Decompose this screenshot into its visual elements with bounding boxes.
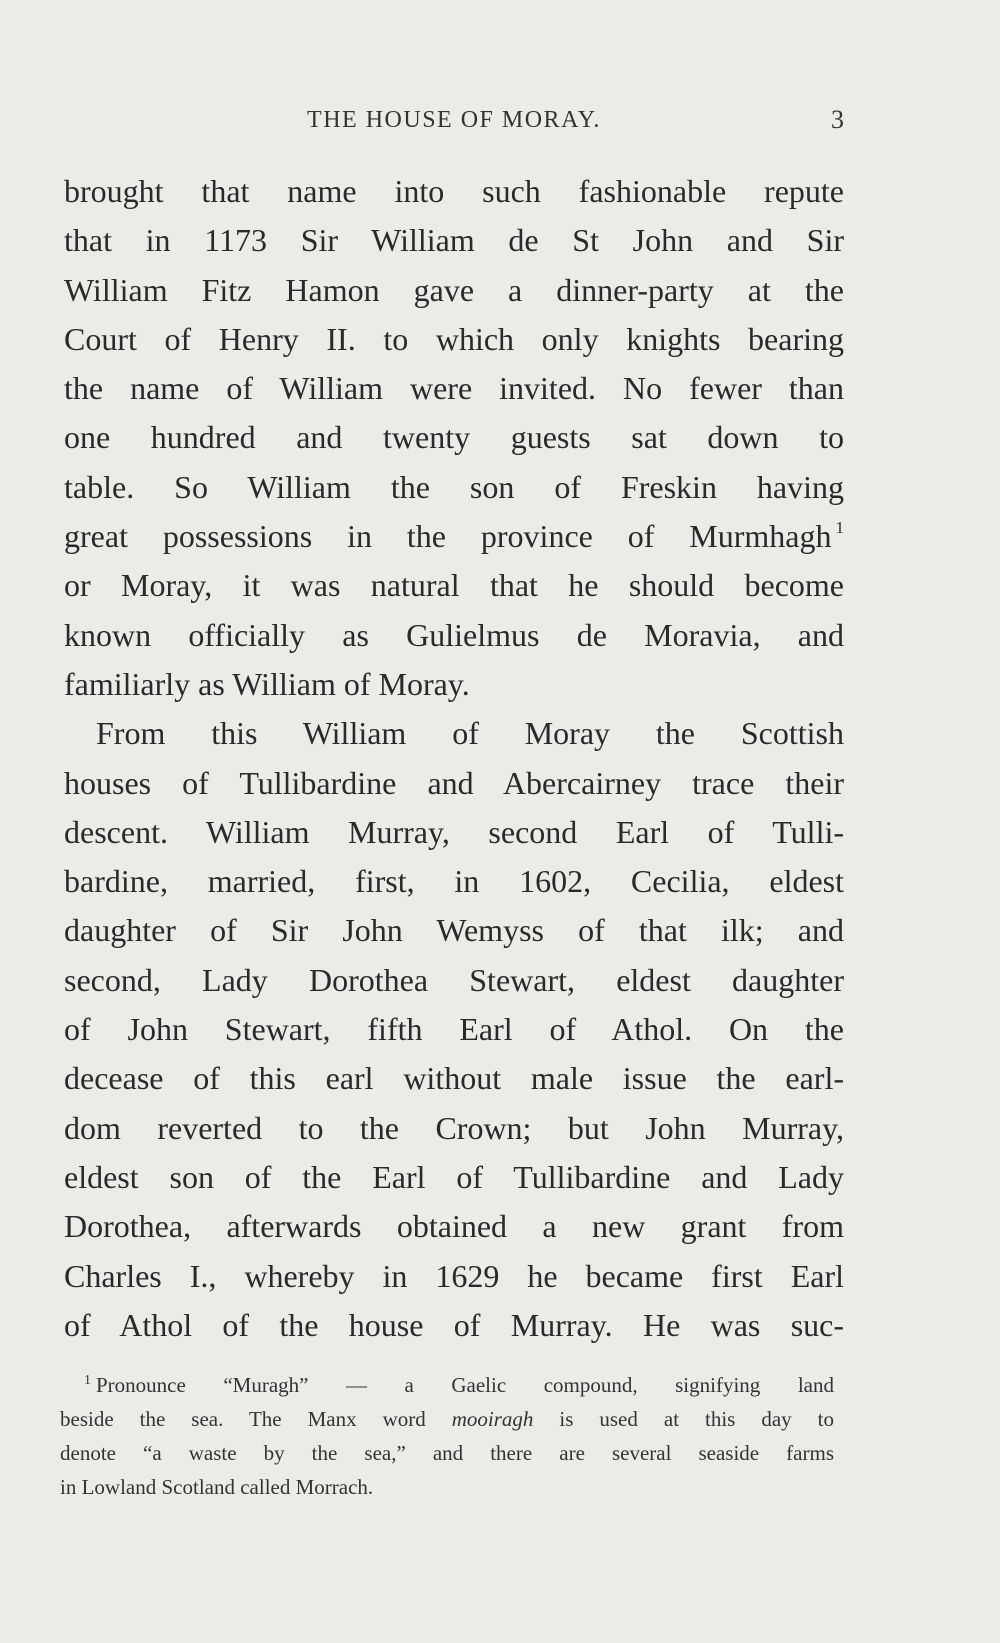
text-line: brought that name into such fashionable repute [64,173,844,209]
footnote-marker: 1 [84,1373,91,1388]
footnote-line: in Lowland Scotland called Morrach. [60,1475,374,1499]
text-line: of Athol of the house of Murray. He was suc- [64,1306,844,1343]
text-line: From this William of Moray the Scottish [96,715,844,752]
text-line: Dorothea, afterwards obtained a new grant from [64,1208,844,1245]
running-head [64,104,844,136]
text-line: Court of Henry II. to which only knights bearing [64,320,844,357]
text-line: descent. William Murray, second Earl of Tulli- [64,813,844,850]
text-line: decease of this earl without male issue the earl- [64,1060,844,1097]
text-line: or Moray, it was natural that he should become [64,567,844,604]
text-line: known officially as Gulielmus de Moravia, and [64,616,844,653]
text-line: table. So William the son of Freskin having [64,468,844,505]
footnote-line: denote “a waste by the sea,” and there are several seaside farms [60,1441,834,1465]
text-line: houses of Tullibardine and Abercairney trace their [64,764,844,801]
running-title: THE HOUSE OF MORAY. [307,107,601,133]
footnote-block [60,1368,834,1504]
text-line: William Fitz Hamon gave a dinner-party at the [64,271,844,308]
footnote-text: Pronounce “Muragh” — a Gaelic compound, signifying land [96,1373,834,1397]
text-line: one hundred and twenty guests sat down to [64,419,844,456]
text-line: daughter of Sir John Wemyss of that ilk; and [64,912,844,949]
footnote-text: beside the sea. The Manx word [60,1407,452,1431]
text-line: Charles I., whereby in 1629 he became first Earl [64,1257,844,1294]
text-line: second, Lady Dorothea Stewart, eldest daughter [64,961,844,998]
footnote-reference[interactable]: 1 [835,518,844,538]
text-line: dom reverted to the Crown; but John Murray, [64,1109,844,1146]
footnote-text: is used at this day to [533,1407,834,1431]
text-line: that in 1173 Sir William de St John and Sir [64,222,844,259]
footnote-line [60,1402,834,1436]
text-line: eldest son of the Earl of Tullibardine and Lady [64,1158,844,1195]
text-line: familiarly as William of Moray. [64,665,470,702]
text-line: great possessions in the province of Murmhagh [64,518,832,555]
footnote-italic-term: mooiragh [451,1407,534,1431]
body-text [64,167,844,1350]
text-line: bardine, married, first, in 1602, Cecilia, eldest [64,863,844,900]
text-line-with-footnote-ref [64,512,844,561]
text-line: the name of William were invited. No fewer than [64,370,844,407]
text-line: of John Stewart, fifth Earl of Athol. On the [64,1011,844,1048]
page-number: 3 [831,105,844,134]
footnote-line [60,1368,834,1402]
